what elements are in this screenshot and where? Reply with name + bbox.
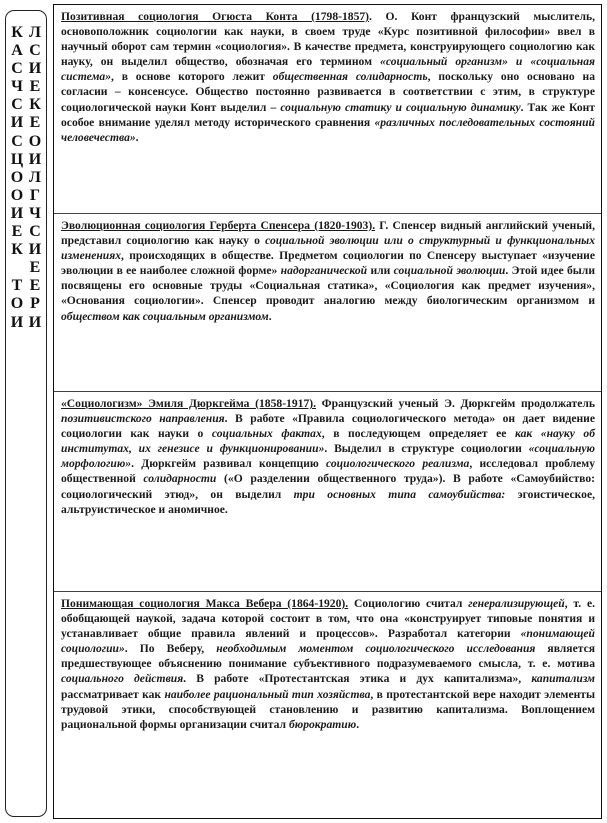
sidebar-letter: И	[28, 60, 42, 78]
sidebar-letter: О	[28, 132, 42, 150]
section-text: , происходящих в обществе. Предметом социологии по Спенсеру выступает «изучение эволюции в ее наиболее сложной форме»	[61, 249, 595, 278]
section-emphasis: социальной эволюции	[393, 264, 506, 278]
section-text: .	[268, 309, 272, 323]
sidebar-letter: С	[11, 60, 23, 78]
sidebar-letter: Е	[11, 223, 23, 241]
section-durkheim	[54, 391, 601, 591]
section-emphasis: необходимым моментом социологического исследования	[216, 642, 536, 656]
section-text: , поскольку оно основано на согласии – консенсусе. Общество постоянно развивается в соответствии с этим, в структуре социологической науки Конт выделил –	[61, 70, 595, 114]
section-text: , в основе которого лежит	[111, 70, 273, 84]
section-emphasis: «социальный организм» и «социальная система»	[61, 55, 596, 84]
section-emphasis: как «науку об институтах, их генезисе и функционировании»	[61, 427, 595, 456]
section-text: является предшествующее объяснению понимание субъективного подразумеваемого смысла, т. е. мотива	[61, 642, 595, 671]
section-text: . Выделил в структуре социологии	[324, 442, 529, 456]
section-text: Г. Спенсер видный английский ученый, представил социологию как науку о	[61, 219, 595, 248]
section-spencer	[54, 213, 601, 391]
sidebar-row	[9, 241, 43, 259]
section-emphasis: три основных типа самоубийства:	[293, 487, 506, 501]
sidebar-letter: О	[10, 186, 24, 204]
section-title: Эволюционная социология Герберта Спенсера (1820-1903).	[61, 219, 376, 232]
section-text: . Этой идее были посвящены его основные труды «Социальная статика», «Социология как предмет изучения», «Основания социологии». Спенсер проводит аналогию между биологическим организмом и	[61, 264, 595, 308]
sidebar-row	[9, 169, 43, 187]
sidebar-letter: О	[10, 295, 24, 313]
sidebar-letter: И	[10, 204, 24, 222]
sidebar-letter: Е	[29, 259, 41, 277]
sidebar-row	[9, 151, 43, 169]
sidebar-letter: Л	[29, 168, 41, 186]
sidebar-row	[9, 114, 43, 132]
section-comte	[54, 5, 601, 213]
sidebar-row	[9, 223, 43, 241]
section-emphasis: бюрократию	[288, 717, 357, 731]
sidebar-letter: Ц	[10, 150, 24, 168]
section-emphasis: капитализм	[531, 672, 595, 686]
sidebar-letter: О	[10, 168, 24, 186]
sidebar-letter: К	[11, 24, 23, 41]
section-text: рассматривает как	[61, 687, 165, 701]
sidebar-row	[9, 259, 43, 277]
sidebar-letter: Е	[29, 78, 41, 96]
section-text: , исследовал проблему общественной	[61, 457, 596, 486]
sidebar-row	[9, 277, 43, 295]
content-table	[53, 4, 602, 819]
sidebar-row	[9, 24, 43, 42]
section-title: Позитивная социология Огюста Конта (1798-1857)	[61, 10, 370, 23]
sidebar-letter: Т	[11, 277, 23, 295]
sidebar-letter: Р	[30, 295, 40, 313]
section-emphasis: социальной эволюции или о структурный и функциональных изменениях	[61, 234, 595, 263]
section-text: . О. Конт французский мыслитель, основоположник социологии как науки, в своем труде «Курс позитивной философии» ввел в научный оборот сам термин «социология». В качестве предмета, конструирующего социологию как науку, он выделил общество, обозначая его термином	[61, 10, 595, 69]
sidebar-letter: С	[29, 42, 41, 60]
section-emphasis: обществом как социальным организмом	[61, 309, 269, 323]
sidebar-letter: К	[29, 96, 41, 114]
section-text: , т. е. обобщающей наукой, задача которой состоит в том, что она «конструирует типовые понятия и устанавливает общие правила явлений и процессов». Разработал категории	[61, 597, 595, 641]
sidebar-letter: Г	[29, 186, 41, 204]
section-emphasis: социологического реализма	[326, 457, 470, 471]
sidebar-letter: Е	[29, 277, 41, 295]
sidebar-row	[9, 314, 43, 332]
sidebar-row	[9, 60, 43, 78]
sidebar-letter	[10, 259, 25, 277]
section-text: . В работе «Протестантская этика и дух капитализма»,	[183, 672, 532, 686]
sidebar-letter: Ч	[11, 78, 23, 96]
section-emphasis: солидарности	[143, 472, 217, 486]
section-emphasis: «социальную морфологию»	[61, 442, 595, 471]
section-emphasis: надорганической	[280, 264, 368, 278]
sidebar-letter: И	[10, 313, 24, 331]
sidebar-row	[9, 78, 43, 96]
sidebar-letter: И	[10, 114, 24, 132]
section-emphasis: социальную статику и социальную динамику	[280, 100, 521, 114]
section-text: . Дюркгейм развивал концепцию	[131, 457, 327, 471]
section-emphasis: наиболее рациональный тип хозяйства	[164, 687, 371, 701]
sidebar-letter: И	[28, 150, 42, 168]
sidebar-letter: И	[28, 313, 42, 331]
section-text: Социологию считал	[348, 597, 469, 610]
section-title: «Социологизм» Эмиля Дюркгейма (1858-1917).	[61, 397, 316, 410]
sidebar-letter: К	[11, 241, 23, 259]
sidebar-letter: Л	[29, 24, 41, 41]
section-text: , в протестантской вере находит элементы трудовой этики, способствующей становлению и развитию капитализма. Воплощением рациональной формы организации считал	[61, 687, 596, 731]
sidebar-row	[9, 187, 43, 205]
section-text: .	[135, 130, 139, 144]
sidebar-letter: А	[11, 42, 23, 60]
section-emphasis: «различных последовательных состояний человечества»	[61, 115, 595, 144]
section-emphasis: социальных фактах	[211, 427, 322, 441]
section-weber	[54, 591, 601, 818]
sidebar-letter: Е	[29, 114, 41, 132]
section-text: , в последующем определяет ее	[321, 427, 515, 441]
section-text: эгоистическое, альтруистическое и аномичное.	[61, 487, 595, 516]
sidebar-letter: С	[29, 223, 41, 241]
section-text: («О разделении общественного труда»). В работе «Самоубийство: социологический этюд», он выделил	[61, 472, 595, 501]
sidebar-row	[9, 133, 43, 151]
section-text: . По Веберу,	[124, 642, 217, 656]
sidebar-vertical-title	[5, 10, 47, 817]
sidebar-row	[9, 205, 43, 223]
sidebar-letter: С	[11, 132, 23, 150]
section-text: или	[367, 264, 394, 278]
section-text: .	[356, 717, 360, 731]
section-emphasis: «понимающей социологии»	[61, 627, 595, 656]
section-emphasis: общественная солидарность	[272, 70, 428, 84]
section-emphasis: генерализирующей	[468, 597, 565, 610]
section-text: . Так же Конт особое внимание уделял методу исторического сравнения	[61, 100, 595, 129]
sidebar-letter: Ч	[29, 204, 41, 222]
section-title: Понимающая социология Макса Вебера (1864-1920).	[61, 597, 349, 610]
section-emphasis: позитивистского направления	[61, 412, 225, 426]
section-text: . В работе «Правила социологического метода» он дает видение социологии как науки о	[61, 412, 595, 441]
sidebar-row	[9, 42, 43, 60]
sidebar-row	[9, 295, 43, 313]
section-emphasis: социального действия	[61, 672, 184, 686]
section-text: Французский ученый Э. Дюркгейм продолжатель	[316, 397, 595, 410]
sidebar-letter: С	[11, 96, 23, 114]
sidebar-letter: И	[28, 241, 42, 259]
sidebar-letters	[9, 24, 43, 332]
sidebar-row	[9, 96, 43, 114]
